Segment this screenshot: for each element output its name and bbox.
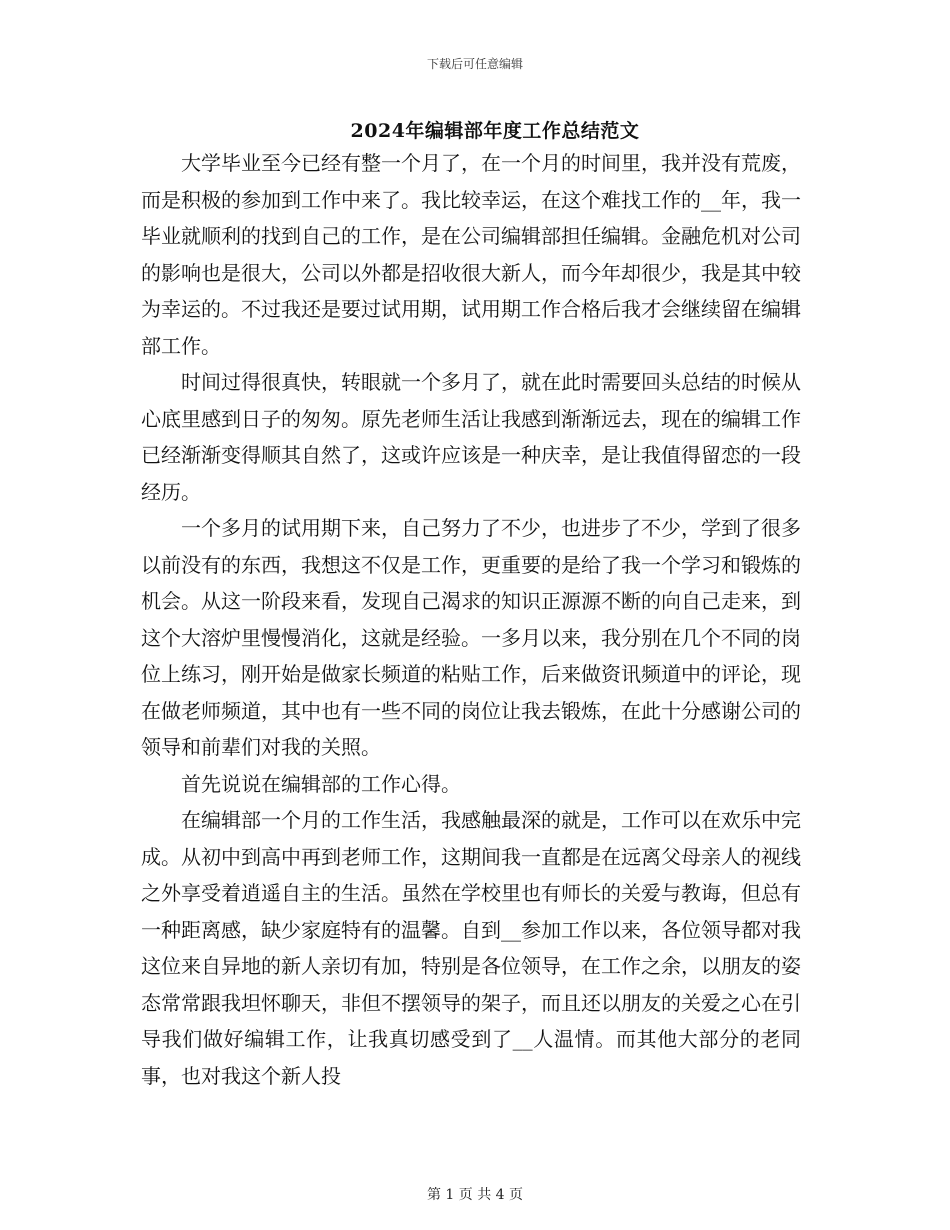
- paragraph-3: 一个多月的试用期下来，自己努力了不少，也进步了不少，学到了很多以前没有的东西，我想这不仅是工作，更重要的是给了我一个学习和锻炼的机会。从这一阶段来看，发现自己渴求的知识正源源不断的向自己走来，到这个大溶炉里慢慢消化，这就是经验。一多月以来，我分别在几个不同的岗位上练习，刚开始是做家长频道的粘贴工作，后来做资讯频道中的评论，现在做老师频道，其中也有一些不同的岗位让我去锻炼，在此十分感谢公司的领导和前辈们对我的关照。: [141, 516, 801, 759]
- paragraph-5: 在编辑部一个月的工作生活，我感触最深的就是，工作可以在欢乐中完成。从初中到高中再到老师工作，这期间我一直都是在远离父母亲人的视线之外享受着逍遥自主的生活。虽然在学校里也有师长的关爱与教诲，但总有一种距离感，缺少家庭特有的温馨。自到__参加工作以来，各位领导都对我这位来自异地的新人亲切有加，特别是各位领导，在工作之余，以朋友的姿态常常跟我坦怀聊天，非但不摆领导的架子，而且还以朋友的关爱之心在引导我们做好编辑工作，让我真切感受到了__人温情。而其他大部分的老同事，也对我这个新人投: [141, 808, 801, 1088]
- page-footer: 第 1 页 共 4 页: [426, 1187, 524, 1203]
- document-body: [141, 145, 801, 1094]
- document-title: 2024年编辑部年度工作总结范文: [350, 120, 640, 142]
- page-header: 下载后可任意编辑: [426, 57, 523, 71]
- paragraph-4: 首先说说在编辑部的工作心得。: [181, 771, 461, 796]
- paragraph-2: 时间过得很真快，转眼就一个多月了，就在此时需要回头总结的时候从心底里感到日子的匆匆。原先老师生活让我感到渐渐远去，现在的编辑工作已经渐渐变得顺其自然了，这或许应该是一种庆幸，是让我值得留恋的一段经历。: [141, 370, 801, 504]
- paragraph-1: 大学毕业至今已经有整一个月了，在一个月的时间里，我并没有荒废，而是积极的参加到工作中来了。我比较幸运，在这个难找工作的__年，我一毕业就顺利的找到自己的工作，是在公司编辑部担任编辑。金融危机对公司的影响也是很大，公司以外都是招收很大新人，而今年却很少，我是其中较为幸运的。不过我还是要过试用期，试用期工作合格后我才会继续留在编辑部工作。: [141, 151, 801, 358]
